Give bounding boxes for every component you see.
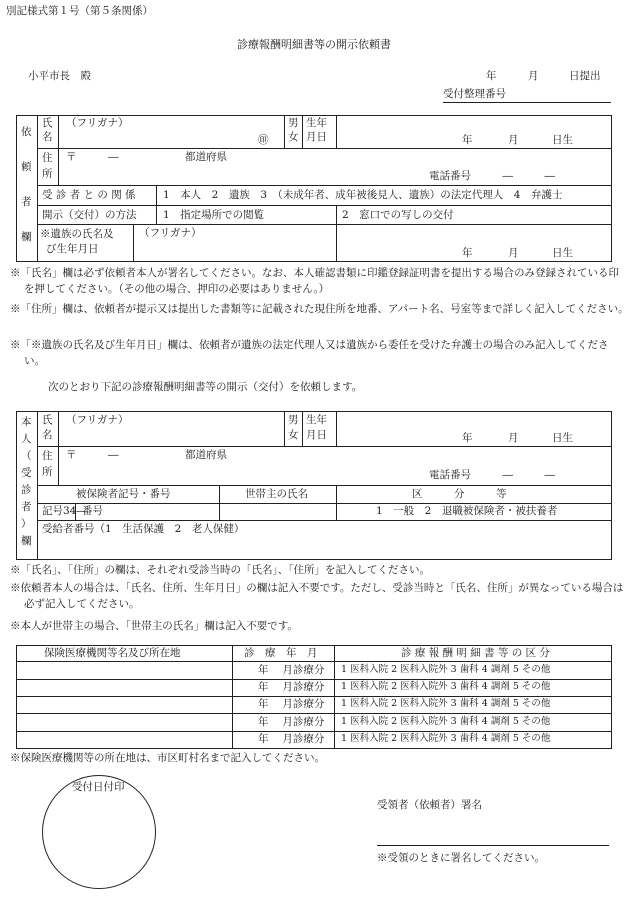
requester-birth-label-2: 月日 [306, 131, 327, 143]
claims-row-5-month[interactable]: 年 月診療分 [258, 733, 325, 745]
disclosure-option-viewing[interactable]: 1 指定場所での閲覧 [163, 209, 265, 221]
bereaved-label-1: ※遺族の氏名及 [40, 228, 114, 240]
requester-name-field[interactable] [60, 130, 282, 146]
patient-phone[interactable]: 電話番号 ― ― [429, 469, 555, 481]
disclosure-option-copy[interactable]: 2 窓口での写しの交付 [342, 209, 454, 221]
patient-side-label-1: 本 [21, 416, 32, 428]
patient-furigana: （フリガナ） [66, 414, 129, 426]
patient-name-label-1: 氏 [42, 414, 53, 426]
bereaved-furigana: （フリガナ） [139, 227, 202, 239]
patient-address-label-2: 所 [42, 466, 53, 478]
recipient-signature-line [377, 845, 609, 846]
requester-prefecture: 都道府県 [185, 151, 227, 163]
claims-row-1-category[interactable]: 1 医科入院 2 医科入院外 3 歯科 4 調剤 5 その他 [341, 664, 551, 675]
bereaved-birth-month: 月 [508, 247, 519, 259]
patient-side-label-4: 受 [21, 467, 32, 479]
requester-phone[interactable]: 電話番号 ― ― [429, 170, 555, 182]
claims-row-2-month[interactable]: 年 月診療分 [258, 681, 325, 693]
insured-number[interactable]: 番号 [82, 505, 103, 517]
claims-row-3-month[interactable]: 年 月診療分 [258, 698, 325, 710]
claims-row-5-institution[interactable] [18, 732, 230, 747]
claims-row-2-category[interactable]: 1 医科入院 2 医科入院外 3 歯科 4 調剤 5 その他 [341, 681, 551, 692]
claims-header-category: 診 療 報 酬 明 細 書 等 の 区 分 [401, 647, 550, 659]
requester-furigana: （フリガナ） [66, 117, 129, 129]
patient-postal[interactable]: 〒 ― [66, 449, 119, 461]
claims-header-institution: 保険医療機関等名及び所在地 [44, 647, 181, 659]
requester-birth-day: 日生 [552, 134, 573, 146]
relation-label: 受 診 者 と の 関 係 [42, 189, 136, 201]
claims-row-4-month[interactable]: 年 月診療分 [258, 716, 325, 728]
patient-side-label-3: （ [21, 450, 32, 462]
disclosure-label: 開示（交付）の方法 [42, 209, 137, 221]
claims-row-1-month[interactable]: 年 月診療分 [258, 664, 325, 676]
claims-header-month: 診 療 年 月 [244, 647, 318, 659]
patient-sex-male[interactable]: 男 [288, 414, 299, 426]
patient-address-label-1: 住 [42, 450, 53, 462]
insured-number-header: 被保険者記号・番号 [76, 488, 171, 500]
patient-name-label-2: 名 [42, 429, 53, 441]
requester-side-label-2: 頼 [21, 161, 32, 173]
requester-side-label-3: 者 [21, 196, 32, 208]
signature-note: ※受領のときに署名してください。 [377, 852, 545, 864]
claims-row-3-institution[interactable] [18, 697, 230, 712]
requester-name-label-1: 氏 [42, 117, 53, 129]
claims-row-4-category[interactable]: 1 医科入院 2 医科入院外 3 歯科 4 調剤 5 その他 [341, 716, 551, 727]
note-bereaved: ※「※遺族の氏名及び生年月日」欄は、依頼者が遺族の法定代理人又は遺族から委任を受けた弁護士の場合のみ記入してください。 [10, 339, 609, 367]
claims-row-3-category[interactable]: 1 医科入院 2 医科入院外 3 歯科 4 調剤 5 その他 [341, 698, 551, 709]
patient-side-label-6: 者 [21, 501, 32, 513]
welfare-recipient-number[interactable]: 受給者番号（1 生活保護 2 老人保健） [42, 523, 245, 535]
patient-birth-year: 年 [462, 432, 473, 444]
recipient-signature-label: 受領者（依頼者）署名 [377, 799, 482, 811]
patient-sex-female[interactable]: 女 [288, 429, 299, 441]
requester-address-label-2: 所 [42, 168, 53, 180]
patient-side-label-8: 欄 [21, 535, 32, 547]
bereaved-label-2: び生年月日 [46, 243, 99, 255]
request-statement: 次のとおり下記の診療報酬明細書等の開示（交付）を依頼します。 [48, 381, 363, 393]
recipient-signature-field[interactable] [377, 818, 609, 844]
reception-number-label: 受付整理番号 [443, 88, 506, 100]
patient-birth-label-2: 月日 [306, 429, 327, 441]
requester-side-label-1: 依 [21, 126, 32, 138]
insured-symbol[interactable]: 記号34― [42, 505, 87, 517]
claims-row-2-institution[interactable] [18, 680, 230, 695]
reception-date-stamp-label: 受付日付印 [72, 781, 125, 793]
requester-sex-male[interactable]: 男 [288, 117, 299, 129]
note-at-time-of-visit: ※「氏名」、「住所」の欄は、それぞれ受診当時の「氏名」、「住所」を記入してください。 [10, 564, 430, 576]
householder-header: 世帯主の氏名 [245, 488, 308, 500]
requester-side-label-4: 欄 [21, 231, 32, 243]
category-options[interactable]: 1 一般 2 退職被保険者・被扶養者 [376, 505, 558, 517]
requester-postal[interactable]: 〒 ― [66, 151, 119, 163]
patient-birth-label-1: 生年 [306, 414, 327, 426]
patient-side-label-7: ） [21, 518, 32, 530]
claims-row-1-institution[interactable] [18, 662, 230, 678]
submit-month: 月 [528, 70, 539, 82]
reception-number-line[interactable] [443, 102, 611, 103]
patient-birth-month: 月 [508, 432, 519, 444]
patient-prefecture: 都道府県 [185, 449, 227, 461]
submit-day: 日提出 [569, 70, 601, 82]
requester-birth-month: 月 [508, 134, 519, 146]
requester-name-label-2: 名 [42, 131, 53, 143]
relation-options[interactable]: 1 本人 2 遺族 3 （未成年者、成年被後見人、遺族）の法定代理人 4 弁護士 [163, 189, 563, 201]
patient-name-field[interactable] [60, 428, 282, 444]
claims-row-5-category[interactable]: 1 医科入院 2 医科入院外 3 歯科 4 調剤 5 その他 [341, 733, 551, 744]
note-name-signature: ※「氏名」欄は必ず依頼者本人が署名してください。なお、本人確認書類に印鑑登録証明書を提出する場合のみ登録されている印を押してください。（その他の場合、押印の必要はありません。） [10, 267, 619, 295]
requester-sex-female[interactable]: 女 [288, 131, 299, 143]
requester-address-label-1: 住 [42, 152, 53, 164]
seal-mark: ㊞ [258, 134, 269, 146]
note-self-request: ※依頼者本人の場合は、「氏名、住所、生年月日」の欄は記入不要です。ただし、受診当時と「氏名、住所」が異なっている場合は必ず記入してください。 [10, 582, 624, 610]
bereaved-birth-year: 年 [462, 247, 473, 259]
householder-name-field[interactable] [222, 504, 334, 519]
addressee: 小平市長 殿 [28, 70, 91, 82]
submit-year: 年 [486, 70, 497, 82]
claims-row-4-institution[interactable] [18, 714, 230, 730]
patient-birth-day: 日生 [552, 432, 573, 444]
requester-birth-year: 年 [462, 134, 473, 146]
note-householder: ※本人が世帯主の場合、「世帯主の氏名」欄は記入不要です。 [10, 620, 298, 632]
form-title: 診療報酬明細書等の開示依頼書 [237, 38, 391, 51]
form-number: 別記様式第１号（第５条関係） [6, 5, 153, 17]
requester-birth-label-1: 生年 [306, 117, 327, 129]
patient-side-label-5: 診 [21, 484, 32, 496]
bereaved-birth-day: 日生 [552, 247, 573, 259]
note-address: ※「住所」欄は、依頼者が提示又は提出した書類等に記載された現住所を地番、アパート名、号室等まで詳しく記入してください。 [10, 303, 629, 315]
note-location: ※保険医療機関等の所在地は、市区町村名まで記入してください。 [10, 752, 325, 764]
category-header: 区 分 等 [412, 488, 507, 500]
patient-side-label-2: 人 [21, 433, 32, 445]
